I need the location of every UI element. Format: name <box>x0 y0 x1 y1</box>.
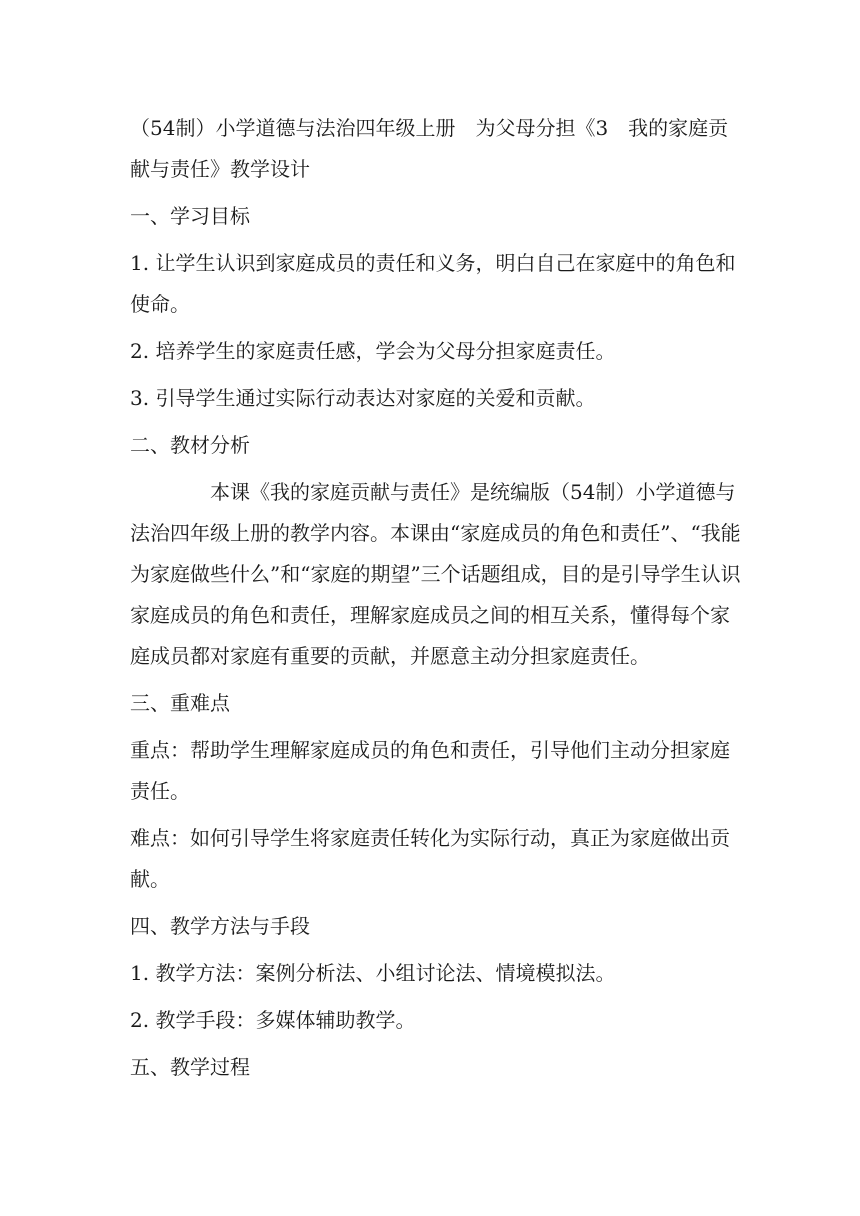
objective-item-2: 2. 培养学生的家庭责任感，学会为父母分担家庭责任。 <box>130 339 616 363</box>
section-heading-process: 五、教学过程 <box>130 1055 250 1079</box>
document-title: （54制）小学道德与法治四年级上册 为父母分担《3 我的家庭贡献与责任》教学设计 <box>130 116 729 181</box>
analysis-paragraph: 本课《我的家庭贡献与责任》是统编版（54制）小学道德与法治四年级上册的教学内容。本课由“家庭成员的角色和责任”、“我能为家庭做些什么”和“家庭的期望”三个话题组成，目的是引导学生认识家庭成员的角色和责任，理解家庭成员之间的相互关系，懂得每个家庭成员都对家庭有重要的贡献，并愿意主动分担家庭责任。 <box>130 480 741 668</box>
difficult-point: 难点：如何引导学生将家庭责任转化为实际行动，真正为家庭做出贡献。 <box>130 826 730 891</box>
objective-item-3: 3. 引导学生通过实际行动表达对家庭的关爱和贡献。 <box>130 386 596 410</box>
section-heading-key-points: 三、重难点 <box>130 691 230 715</box>
objective-item-1: 1. 让学生认识到家庭成员的责任和义务，明白自己在家庭中的角色和使命。 <box>130 251 736 316</box>
section-heading-analysis: 二、教材分析 <box>130 433 250 457</box>
section-heading-methods: 四、教学方法与手段 <box>130 914 310 938</box>
method-item-1: 1. 教学方法：案例分析法、小组讨论法、情境模拟法。 <box>130 961 616 985</box>
method-item-2: 2. 教学手段：多媒体辅助教学。 <box>130 1008 416 1032</box>
section-heading-objectives: 一、学习目标 <box>130 204 250 228</box>
key-point: 重点：帮助学生理解家庭成员的角色和责任，引导他们主动分担家庭责任。 <box>130 738 730 803</box>
document-body <box>130 108 742 1088</box>
